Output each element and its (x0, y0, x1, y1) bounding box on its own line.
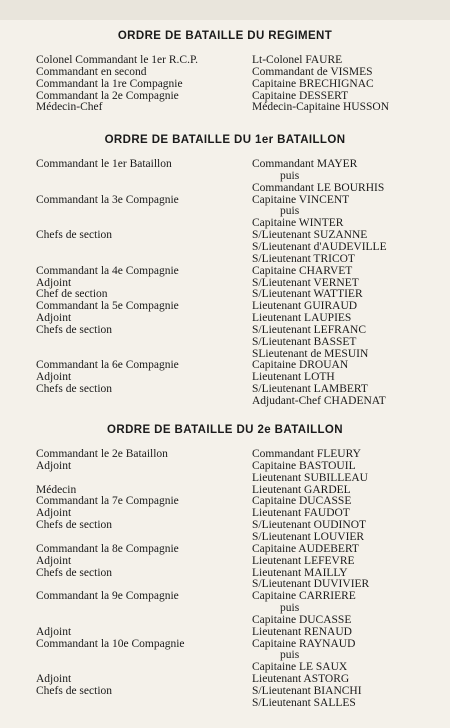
roster-row (0, 182, 450, 194)
officer-name: S/Lieutenant SUZANNE (252, 229, 368, 242)
role-label: Commandant en second (36, 65, 147, 78)
roster-row (0, 578, 450, 590)
role-label: Chef de section (36, 288, 108, 301)
roster-row (0, 472, 450, 484)
officer-name: S/Lieutenant SALLES (252, 696, 356, 709)
roster-row (0, 54, 450, 66)
roster-row (0, 484, 450, 496)
roster-row (0, 697, 450, 709)
role-label: Commandant la 1re Compagnie (36, 77, 183, 90)
role-label: Commandant la 7e Compagnie (36, 495, 179, 508)
roster-row (0, 101, 450, 113)
officer-name: Lieutenant FAUDOT (252, 507, 350, 520)
officer-name: Lieutenant ASTORG (252, 673, 350, 686)
roster-row (0, 66, 450, 78)
role-label: Commandant la 9e Compagnie (36, 590, 179, 603)
officer-name: S/Lieutenant VERNET (252, 276, 359, 289)
role-label: Chefs de section (36, 383, 113, 396)
roster-row (0, 555, 450, 567)
officer-name: SLieutenant de MESUIN (252, 347, 369, 360)
roster-row (0, 324, 450, 336)
roster-row (0, 265, 450, 277)
roster-row (0, 495, 450, 507)
roster-row (0, 78, 450, 90)
roster-row (0, 170, 450, 182)
officer-name: Lieutenant SUBILLEAU (252, 471, 368, 484)
roster-row (0, 602, 450, 614)
role-label: Commandant le 1er Bataillon (36, 158, 172, 170)
role-label: Adjoint (36, 625, 72, 638)
officer-name: Capitaine DUCASSE (252, 495, 352, 508)
roster-row (0, 194, 450, 206)
section-title: ORDRE DE BATAILLE DU REGIMENT (117, 30, 333, 42)
roster-row (0, 395, 450, 407)
roster-row (0, 348, 450, 360)
officer-name: Commandant MAYER (252, 158, 358, 170)
roster-row (0, 626, 450, 638)
officer-name: Commandant LE BOURHIS (252, 181, 385, 194)
roster-row (0, 383, 450, 395)
role-label: Colonel Commandant le 1er R.C.P. (36, 54, 198, 66)
officer-name: Capitaine CHARVET (252, 264, 353, 277)
officer-name: Capitaine BASTOUIL (252, 459, 356, 472)
officer-name: Capitaine CARRIERE (252, 590, 356, 603)
officer-name: puis (280, 649, 300, 662)
role-label: Médecin (36, 483, 77, 496)
section-title: ORDRE DE BATAILLE DU 1er BATAILLON (104, 134, 346, 146)
roster-row (0, 460, 450, 472)
role-label: Commandant la 4e Compagnie (36, 264, 179, 277)
officer-name: Capitaine BRECHIGNAC (252, 77, 374, 90)
officer-name: Lieutenant LOTH (252, 371, 335, 384)
roster-row (0, 253, 450, 265)
roster-row (0, 90, 450, 102)
officer-name: S/Lieutenant d'AUDEVILLE (252, 240, 387, 253)
role-label: Chefs de section (36, 566, 113, 579)
role-label: Adjoint (36, 459, 72, 472)
role-label: Adjoint (36, 507, 72, 520)
roster-row (0, 649, 450, 661)
roster-row (0, 300, 450, 312)
officer-name: S/Lieutenant LOUVIER (252, 530, 365, 543)
officer-name: Capitaine VINCENT (252, 193, 350, 206)
roster-row (0, 673, 450, 685)
officer-name: Adjudant-Chef CHADENAT (252, 395, 386, 407)
role-label: Chefs de section (36, 323, 113, 336)
officer-name: Capitaine LE SAUX (252, 661, 348, 674)
role-label: Commandant la 6e Compagnie (36, 359, 179, 372)
officer-name: Capitaine DUCASSE (252, 613, 352, 626)
roster-row (0, 359, 450, 371)
officer-name: Lieutenant GARDEL (252, 483, 351, 496)
officer-name: puis (280, 205, 300, 218)
role-label: Commandant la 8e Compagnie (36, 542, 179, 555)
roster-row (0, 288, 450, 300)
officer-name: Lt-Colonel FAURE (252, 54, 343, 66)
role-label: Adjoint (36, 554, 72, 567)
officer-name: puis (280, 169, 300, 182)
officer-name: Médecin-Capitaine HUSSON (252, 101, 390, 114)
roster-row (0, 543, 450, 555)
roster-row (0, 371, 450, 383)
role-label: Commandant la 10e Compagnie (36, 637, 185, 650)
officer-name: Capitaine WINTER (252, 217, 344, 230)
role-label: Commandant la 2e Compagnie (36, 89, 179, 102)
officer-name: Lieutenant GUIRAUD (252, 300, 358, 313)
officer-name: Commandant FLEURY (252, 448, 361, 460)
role-label: Adjoint (36, 371, 72, 384)
officer-name: S/Lieutenant LEFRANC (252, 323, 367, 336)
officer-name: S/Lieutenant BASSET (252, 335, 357, 348)
roster-row (0, 685, 450, 697)
page-top-band (0, 0, 450, 20)
roster-row (0, 507, 450, 519)
roster-row (0, 217, 450, 229)
roster-row (0, 312, 450, 324)
officer-name: S/Lieutenant LAMBERT (252, 383, 368, 396)
roster-row (0, 277, 450, 289)
officer-name: Capitaine DROUAN (252, 359, 349, 372)
roster-row (0, 531, 450, 543)
officer-name: Lieutenant LAUPIES (252, 312, 352, 325)
officer-name: Capitaine AUDEBERT (252, 542, 359, 555)
officer-name: S/Lieutenant TRICOT (252, 252, 355, 265)
officer-name: S/Lieutenant OUDINOT (252, 519, 367, 532)
section-title: ORDRE DE BATAILLE DU 2e BATAILLON (107, 424, 343, 436)
roster-row (0, 567, 450, 579)
officer-name: Lieutenant RENAUD (252, 625, 352, 638)
role-label: Chefs de section (36, 685, 113, 697)
roster-row (0, 661, 450, 673)
officer-name: S/Lieutenant BIANCHI (252, 685, 362, 697)
roster-row (0, 519, 450, 531)
roster-row (0, 205, 450, 217)
officer-name: Lieutenant MAILLY (252, 566, 348, 579)
roster-row (0, 336, 450, 348)
officer-name: Capitaine RAYNAUD (252, 637, 356, 650)
role-label: Médecin-Chef (36, 101, 103, 114)
roster-row (0, 229, 450, 241)
role-label: Adjoint (36, 276, 72, 289)
officer-name: Lieutenant LEFEVRE (252, 554, 355, 567)
roster-row (0, 590, 450, 602)
roster-row (0, 241, 450, 253)
officer-name: Capitaine DESSERT (252, 89, 349, 102)
role-label: Commandant le 2e Bataillon (36, 448, 168, 460)
role-label: Commandant la 5e Compagnie (36, 300, 179, 313)
role-label: Commandant la 3e Compagnie (36, 193, 179, 206)
officer-name: Commandant de VISMES (252, 65, 373, 78)
role-label: Chefs de section (36, 229, 113, 242)
roster-row (0, 614, 450, 626)
roster-row (0, 448, 450, 460)
officer-name: S/Lieutenant DUVIVIER (252, 578, 370, 591)
roster-row (0, 158, 450, 170)
officer-name: S/Lieutenant WATTIER (252, 288, 363, 301)
roster-row (0, 638, 450, 650)
role-label: Chefs de section (36, 519, 113, 532)
role-label: Adjoint (36, 673, 72, 686)
role-label: Adjoint (36, 312, 72, 325)
officer-name: puis (280, 602, 300, 615)
